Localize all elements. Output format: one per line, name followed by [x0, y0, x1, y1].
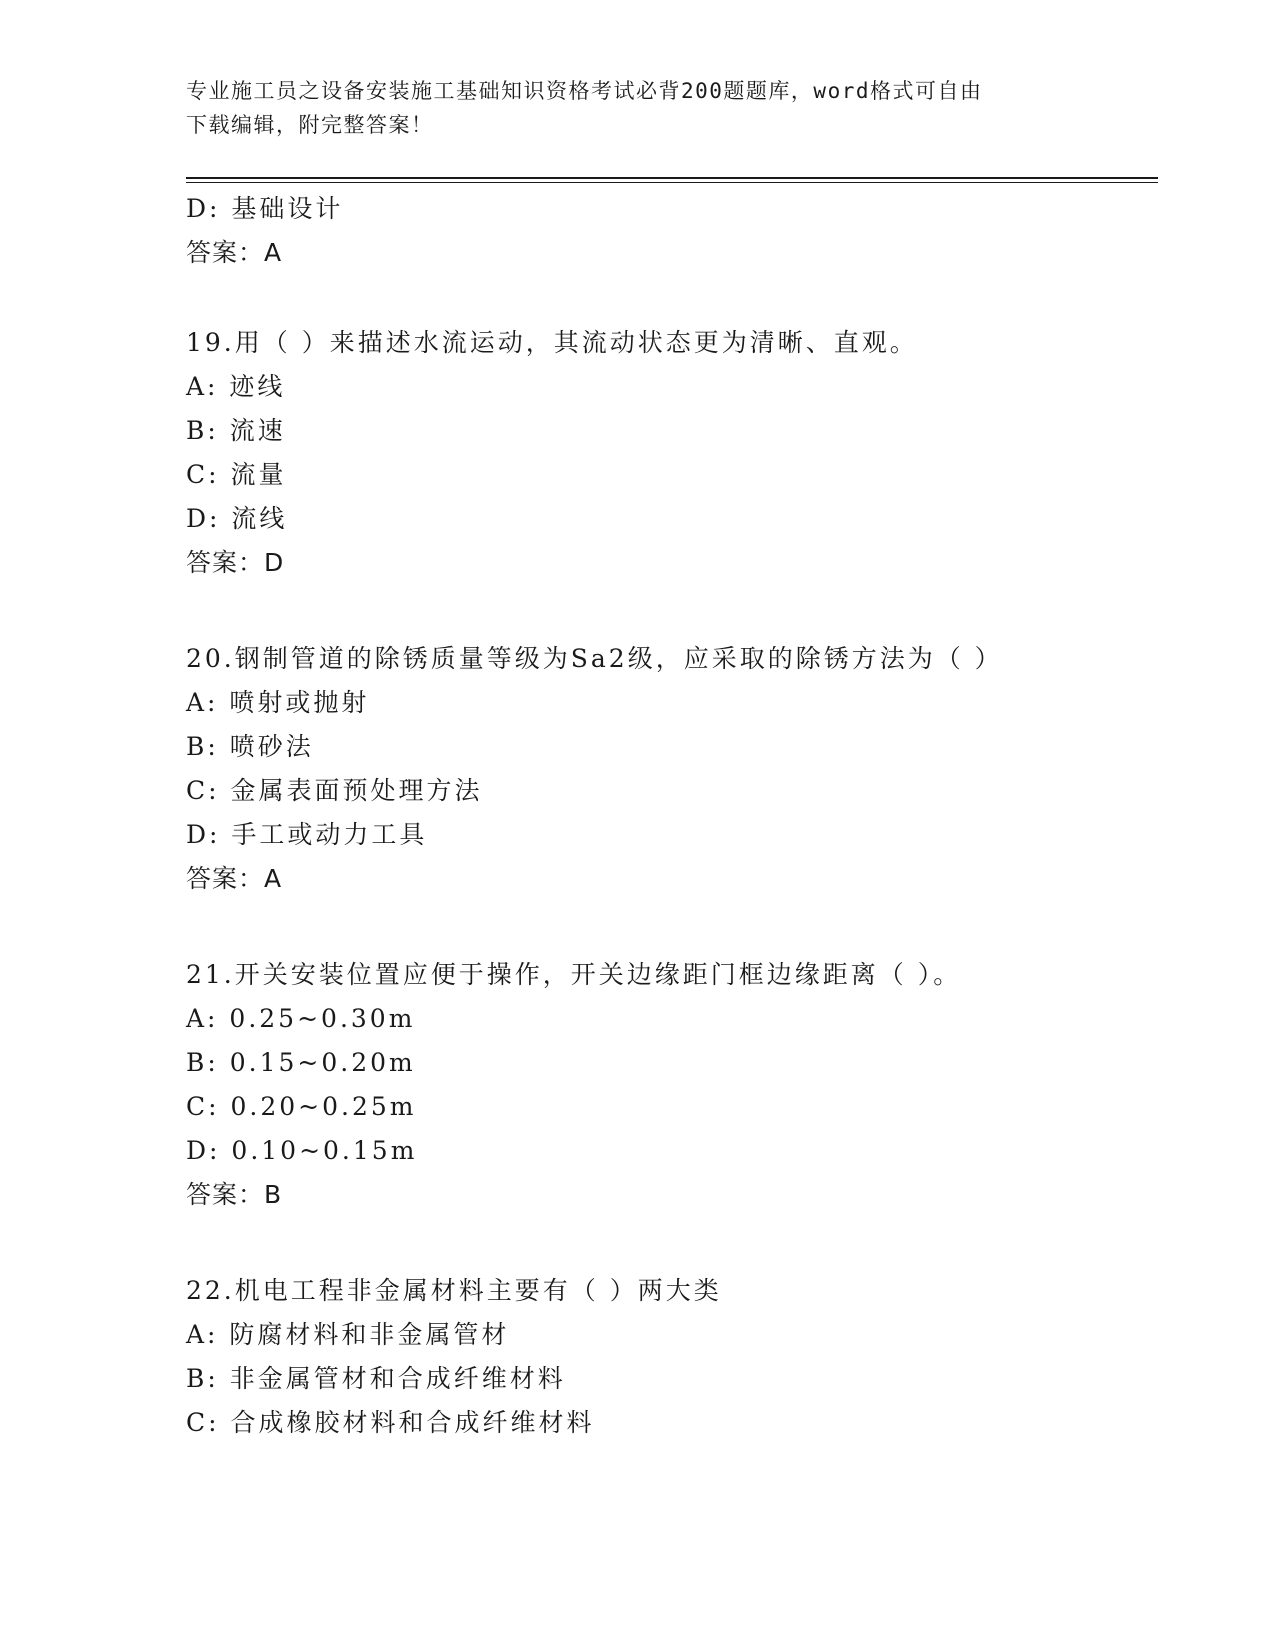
document-header — [186, 74, 1086, 142]
option-c: C: 流量 — [186, 460, 287, 489]
header-rule — [186, 177, 1158, 179]
option-c: C: 0.20~0.25m — [186, 1092, 417, 1121]
option-a: A: 迹线 — [186, 372, 286, 401]
option-c: C: 合成橡胶材料和合成纤维材料 — [186, 1408, 595, 1437]
option-d: D: 基础设计 — [186, 194, 344, 223]
header-line-1: 专业施工员之设备安装施工基础知识资格考试必背200题题库，word格式可自由 — [186, 79, 983, 103]
option-d: D: 0.10~0.15m — [186, 1136, 418, 1165]
question-stem: 21.开关安装位置应便于操作，开关边缘距门框边缘距离（ ）。 — [186, 960, 962, 989]
answer: 答案：A — [186, 238, 283, 267]
question-stem: 20.钢制管道的除锈质量等级为Sa2级，应采取的除锈方法为（ ） — [186, 644, 1003, 673]
header-line-2: 下载编辑，附完整答案！ — [186, 113, 434, 137]
header-rule-thin — [186, 182, 1158, 183]
option-a: A: 0.25~0.30m — [186, 1004, 416, 1033]
option-b: B: 0.15~0.20m — [186, 1048, 416, 1077]
answer: 答案：D — [186, 548, 285, 577]
option-a: A: 防腐材料和非金属管材 — [186, 1320, 510, 1349]
option-b: B: 喷砂法 — [186, 732, 314, 761]
answer: 答案：A — [186, 864, 283, 893]
option-b: B: 非金属管材和合成纤维材料 — [186, 1364, 566, 1393]
option-a: A: 喷射或抛射 — [186, 688, 370, 717]
answer: 答案：B — [186, 1180, 283, 1209]
question-stem: 22.机电工程非金属材料主要有（ ）两大类 — [186, 1276, 722, 1305]
option-d: D: 流线 — [186, 504, 288, 533]
question-stem: 19.用（ ）来描述水流运动，其流动状态更为清晰、直观。 — [186, 328, 918, 357]
option-b: B: 流速 — [186, 416, 286, 445]
option-c: C: 金属表面预处理方法 — [186, 776, 483, 805]
option-d: D: 手工或动力工具 — [186, 820, 428, 849]
